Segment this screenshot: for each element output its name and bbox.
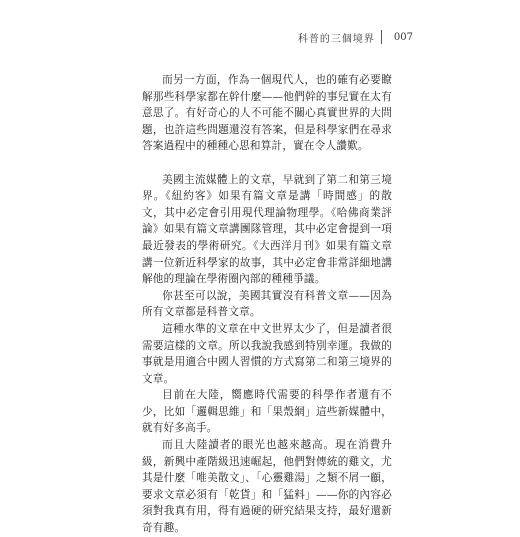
page-number: 007: [393, 31, 413, 43]
paragraph: 美國主流媒體上的文章，早就到了第二和第三境界。《紐約客》如果有篇文章是講「時間感」的散文，其中必定會引用現代理論物理學。《哈佛商業評論》如果有篇文章講團隊管理，其中必定會提到一項最近發表的學術研究。《大西洋月刊》如果有篇文章講一位新近科學家的故事，其中必定會非常詳細地講解他的理論在學術圈內部的種種爭議。: [142, 173, 392, 286]
running-header: [0, 30, 520, 46]
paragraph: 而且大陸讀者的眼光也越來越高。現在消費升級，新興中產階級迅速崛起，他們對傳統的雞文，尤其是什麼「唯美散文」、「心靈雞湯」之類不屑一顧，要求文章必須有「乾貨」和「猛料」——你的內容必須對我真有用，得有過硬的研究結果支持，最好還新奇有趣。: [142, 439, 392, 535]
paragraph: 你甚至可以說，美國其實沒有科普文章——因為所有文章都是科普文章。: [142, 289, 392, 319]
header-group: [298, 30, 413, 44]
paragraph: 目前在大陸，嚮應時代需要的科學作者還有不少，比如「邏輯思維」和「果殼網」這些新媒體中，就有好多高手。: [142, 389, 392, 435]
body-text: [142, 72, 392, 537]
header-divider: [381, 30, 382, 44]
paragraph: 而另一方面，作為一個現代人，也的確有必要瞭解那些科學家都在幹什麼——他們幹的事兒實在太有意思了。有好奇心的人不可能不關心真實世界的大問題，也許這些問題還沒有答案，但是科學家們在尋求答案過程中的種種心思和算計，實在令人讚歎。: [142, 74, 392, 153]
paragraph: 這種水準的文章在中文世界太少了，但是讀者很需要這樣的文章。所以我說我感到特別幸運。我做的事就是用適合中國人習慣的方式寫第二和第三境界的文章。: [142, 322, 392, 385]
running-title: 科普的三個境界: [297, 33, 375, 45]
